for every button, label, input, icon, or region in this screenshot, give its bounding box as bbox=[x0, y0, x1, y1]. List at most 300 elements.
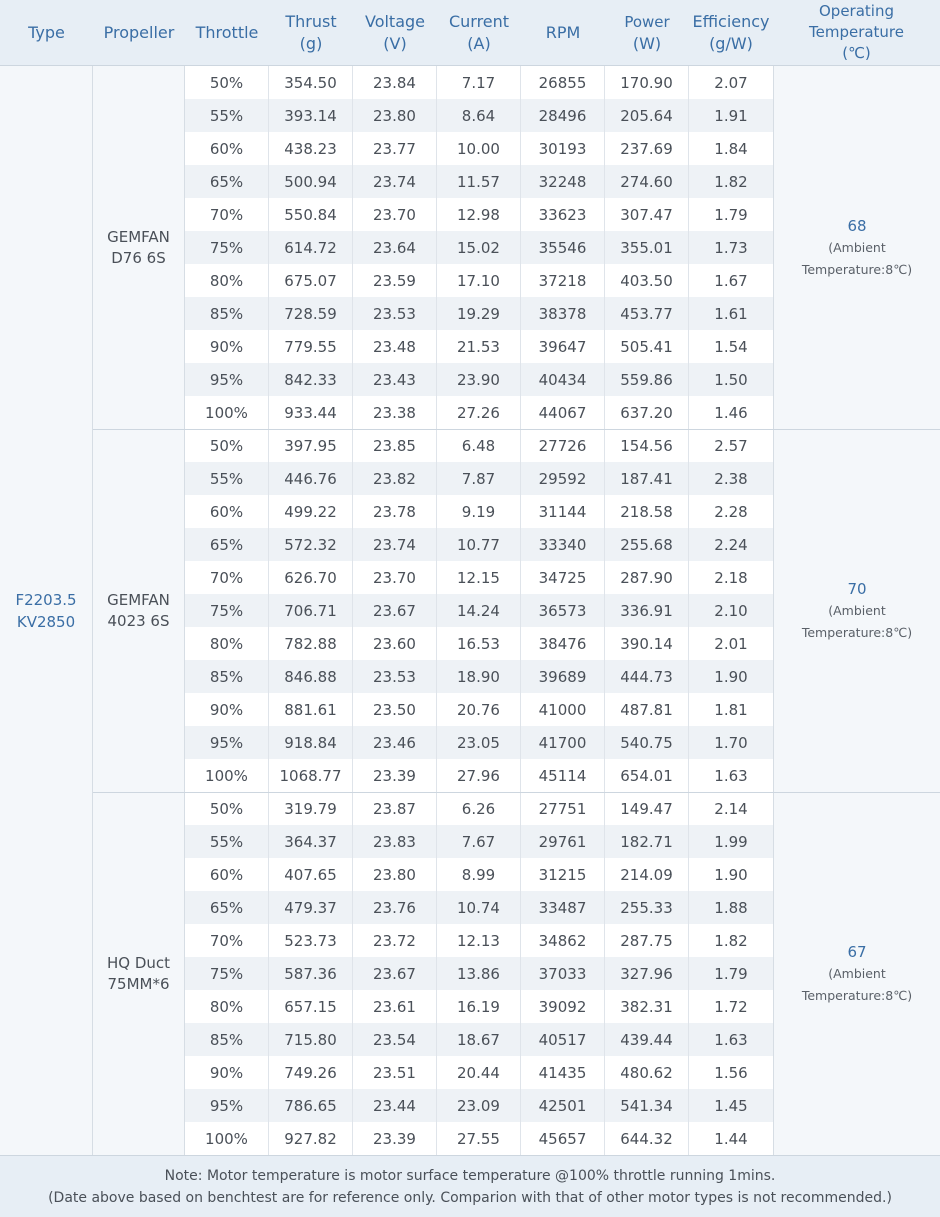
throttle-cell: 75% bbox=[185, 231, 269, 264]
table-row bbox=[185, 495, 774, 528]
power-cell: 505.41 bbox=[605, 330, 689, 363]
table-row bbox=[185, 363, 774, 396]
power-cell: 444.73 bbox=[605, 660, 689, 693]
rpm-cell: 29761 bbox=[521, 825, 605, 858]
throttle-cell: 95% bbox=[185, 726, 269, 759]
thrust-cell: 881.61 bbox=[269, 693, 353, 726]
voltage-cell: 23.87 bbox=[353, 792, 437, 825]
table-row bbox=[185, 132, 774, 165]
table-row bbox=[185, 297, 774, 330]
power-cell: 453.77 bbox=[605, 297, 689, 330]
throttle-cell: 55% bbox=[185, 462, 269, 495]
rpm-cell: 33340 bbox=[521, 528, 605, 561]
table-row bbox=[185, 990, 774, 1023]
efficiency-cell: 2.24 bbox=[689, 528, 774, 561]
current-cell: 6.26 bbox=[437, 792, 521, 825]
voltage-cell: 23.50 bbox=[353, 693, 437, 726]
rpm-cell: 45114 bbox=[521, 759, 605, 792]
voltage-cell: 23.74 bbox=[353, 165, 437, 198]
thrust-cell: 587.36 bbox=[269, 957, 353, 990]
current-cell: 20.44 bbox=[437, 1056, 521, 1089]
thrust-cell: 500.94 bbox=[269, 165, 353, 198]
power-cell: 355.01 bbox=[605, 231, 689, 264]
table-row bbox=[185, 198, 774, 231]
current-cell: 23.09 bbox=[437, 1089, 521, 1122]
header-current: Current (A) bbox=[448, 11, 510, 53]
thrust-cell: 846.88 bbox=[269, 660, 353, 693]
throttle-cell: 55% bbox=[185, 825, 269, 858]
efficiency-cell: 1.90 bbox=[689, 858, 774, 891]
efficiency-cell: 2.28 bbox=[689, 495, 774, 528]
rpm-cell: 45657 bbox=[521, 1122, 605, 1155]
table-row bbox=[185, 1056, 774, 1089]
footer-line-2: (Date above based on benchtest are for reference only. Comparion with that of other motor types is not recommended.) bbox=[48, 1189, 892, 1206]
voltage-cell: 23.44 bbox=[353, 1089, 437, 1122]
efficiency-cell: 2.38 bbox=[689, 462, 774, 495]
current-cell: 7.87 bbox=[437, 462, 521, 495]
table-row bbox=[185, 231, 774, 264]
temperature-note: Temperature:8℃) bbox=[801, 624, 913, 640]
throttle-cell: 80% bbox=[185, 264, 269, 297]
voltage-cell: 23.43 bbox=[353, 363, 437, 396]
current-cell: 27.96 bbox=[437, 759, 521, 792]
current-cell: 10.74 bbox=[437, 891, 521, 924]
thrust-cell: 614.72 bbox=[269, 231, 353, 264]
throttle-cell: 90% bbox=[185, 1056, 269, 1089]
current-cell: 16.19 bbox=[437, 990, 521, 1023]
current-cell: 12.13 bbox=[437, 924, 521, 957]
current-cell: 27.55 bbox=[437, 1122, 521, 1155]
efficiency-cell: 1.79 bbox=[689, 957, 774, 990]
table-row bbox=[185, 165, 774, 198]
throttle-cell: 80% bbox=[185, 990, 269, 1023]
table-row bbox=[185, 99, 774, 132]
power-cell: 182.71 bbox=[605, 825, 689, 858]
rpm-cell: 33623 bbox=[521, 198, 605, 231]
temperature-note: (Ambient bbox=[828, 239, 886, 255]
group-divider bbox=[93, 429, 940, 430]
efficiency-cell: 2.57 bbox=[689, 429, 774, 462]
current-cell: 27.26 bbox=[437, 396, 521, 429]
table-body bbox=[0, 66, 940, 1155]
efficiency-cell: 1.61 bbox=[689, 297, 774, 330]
rpm-cell: 31144 bbox=[521, 495, 605, 528]
thrust-cell: 706.71 bbox=[269, 594, 353, 627]
rpm-cell: 41700 bbox=[521, 726, 605, 759]
power-cell: 287.75 bbox=[605, 924, 689, 957]
rpm-cell: 34725 bbox=[521, 561, 605, 594]
thrust-cell: 550.84 bbox=[269, 198, 353, 231]
voltage-cell: 23.72 bbox=[353, 924, 437, 957]
efficiency-cell: 1.56 bbox=[689, 1056, 774, 1089]
voltage-cell: 23.51 bbox=[353, 1056, 437, 1089]
throttle-cell: 65% bbox=[185, 891, 269, 924]
power-cell: 390.14 bbox=[605, 627, 689, 660]
voltage-cell: 23.80 bbox=[353, 858, 437, 891]
temperature-value: 67 bbox=[847, 942, 867, 961]
throttle-cell: 85% bbox=[185, 297, 269, 330]
current-cell: 12.15 bbox=[437, 561, 521, 594]
rpm-cell: 41000 bbox=[521, 693, 605, 726]
rpm-cell: 34862 bbox=[521, 924, 605, 957]
throttle-cell: 100% bbox=[185, 396, 269, 429]
rpm-cell: 35546 bbox=[521, 231, 605, 264]
table-row bbox=[185, 1122, 774, 1155]
table-row bbox=[185, 759, 774, 792]
propeller-name: HQ Duct 75MM*6 bbox=[93, 792, 185, 1155]
efficiency-cell: 2.10 bbox=[689, 594, 774, 627]
temperature-note: (Ambient bbox=[828, 965, 886, 981]
current-cell: 18.90 bbox=[437, 660, 521, 693]
propeller-group bbox=[93, 66, 940, 429]
header-temperature: Operating Temperature (℃) bbox=[808, 2, 905, 62]
power-cell: 205.64 bbox=[605, 99, 689, 132]
header-type: Type bbox=[28, 22, 65, 42]
header-voltage: Voltage (V) bbox=[364, 11, 425, 53]
table-row bbox=[185, 594, 774, 627]
thrust-cell: 657.15 bbox=[269, 990, 353, 1023]
efficiency-cell: 1.63 bbox=[689, 759, 774, 792]
throttle-cell: 90% bbox=[185, 330, 269, 363]
voltage-cell: 23.39 bbox=[353, 1122, 437, 1155]
current-cell: 20.76 bbox=[437, 693, 521, 726]
throttle-cell: 50% bbox=[185, 66, 269, 99]
table-row bbox=[185, 660, 774, 693]
throttle-cell: 65% bbox=[185, 528, 269, 561]
table-row bbox=[185, 66, 774, 99]
efficiency-cell: 1.50 bbox=[689, 363, 774, 396]
voltage-cell: 23.59 bbox=[353, 264, 437, 297]
current-cell: 12.98 bbox=[437, 198, 521, 231]
table-row bbox=[185, 561, 774, 594]
voltage-cell: 23.46 bbox=[353, 726, 437, 759]
voltage-cell: 23.60 bbox=[353, 627, 437, 660]
efficiency-cell: 1.82 bbox=[689, 165, 774, 198]
current-cell: 23.90 bbox=[437, 363, 521, 396]
throttle-cell: 85% bbox=[185, 1023, 269, 1056]
rpm-cell: 42501 bbox=[521, 1089, 605, 1122]
thrust-cell: 842.33 bbox=[269, 363, 353, 396]
thrust-cell: 407.65 bbox=[269, 858, 353, 891]
table-row bbox=[185, 924, 774, 957]
current-cell: 11.57 bbox=[437, 165, 521, 198]
power-cell: 287.90 bbox=[605, 561, 689, 594]
power-cell: 637.20 bbox=[605, 396, 689, 429]
propeller-group bbox=[93, 429, 940, 792]
current-cell: 23.05 bbox=[437, 726, 521, 759]
header-thrust: Thrust (g) bbox=[285, 11, 337, 53]
throttle-cell: 75% bbox=[185, 957, 269, 990]
thrust-cell: 779.55 bbox=[269, 330, 353, 363]
operating-temperature bbox=[774, 429, 940, 792]
throttle-cell: 50% bbox=[185, 792, 269, 825]
rpm-cell: 27751 bbox=[521, 792, 605, 825]
footer-line-1: Note: Motor temperature is motor surface temperature @100% throttle running 1mins. bbox=[164, 1167, 776, 1184]
power-cell: 336.91 bbox=[605, 594, 689, 627]
table-row bbox=[185, 627, 774, 660]
efficiency-cell: 1.91 bbox=[689, 99, 774, 132]
rpm-cell: 39689 bbox=[521, 660, 605, 693]
efficiency-cell: 2.01 bbox=[689, 627, 774, 660]
rpm-cell: 29592 bbox=[521, 462, 605, 495]
voltage-cell: 23.82 bbox=[353, 462, 437, 495]
voltage-cell: 23.76 bbox=[353, 891, 437, 924]
thrust-cell: 782.88 bbox=[269, 627, 353, 660]
efficiency-cell: 1.84 bbox=[689, 132, 774, 165]
table-row bbox=[185, 891, 774, 924]
header-throttle: Throttle bbox=[195, 22, 259, 42]
power-cell: 540.75 bbox=[605, 726, 689, 759]
current-cell: 14.24 bbox=[437, 594, 521, 627]
efficiency-cell: 1.79 bbox=[689, 198, 774, 231]
motor-type: F2203.5 KV2850 bbox=[0, 66, 93, 1155]
current-cell: 19.29 bbox=[437, 297, 521, 330]
current-cell: 8.99 bbox=[437, 858, 521, 891]
power-cell: 187.41 bbox=[605, 462, 689, 495]
voltage-cell: 23.53 bbox=[353, 297, 437, 330]
current-cell: 9.19 bbox=[437, 495, 521, 528]
rpm-cell: 28496 bbox=[521, 99, 605, 132]
rpm-cell: 37218 bbox=[521, 264, 605, 297]
efficiency-cell: 1.88 bbox=[689, 891, 774, 924]
voltage-cell: 23.48 bbox=[353, 330, 437, 363]
thrust-cell: 749.26 bbox=[269, 1056, 353, 1089]
thrust-cell: 523.73 bbox=[269, 924, 353, 957]
table-row bbox=[185, 792, 774, 825]
throttle-cell: 50% bbox=[185, 429, 269, 462]
propeller-name: GEMFAN D76 6S bbox=[93, 66, 185, 429]
throttle-cell: 75% bbox=[185, 594, 269, 627]
efficiency-cell: 1.90 bbox=[689, 660, 774, 693]
operating-temperature bbox=[774, 792, 940, 1155]
table-row bbox=[185, 957, 774, 990]
power-cell: 170.90 bbox=[605, 66, 689, 99]
current-cell: 7.17 bbox=[437, 66, 521, 99]
header-power: Power (W) bbox=[624, 12, 670, 53]
efficiency-cell: 1.46 bbox=[689, 396, 774, 429]
power-cell: 237.69 bbox=[605, 132, 689, 165]
current-cell: 18.67 bbox=[437, 1023, 521, 1056]
thrust-cell: 499.22 bbox=[269, 495, 353, 528]
throttle-cell: 55% bbox=[185, 99, 269, 132]
throttle-cell: 100% bbox=[185, 1122, 269, 1155]
efficiency-cell: 1.63 bbox=[689, 1023, 774, 1056]
throttle-cell: 60% bbox=[185, 858, 269, 891]
efficiency-cell: 1.67 bbox=[689, 264, 774, 297]
efficiency-cell: 1.99 bbox=[689, 825, 774, 858]
efficiency-cell: 2.07 bbox=[689, 66, 774, 99]
rpm-cell: 39092 bbox=[521, 990, 605, 1023]
power-cell: 214.09 bbox=[605, 858, 689, 891]
throttle-cell: 60% bbox=[185, 495, 269, 528]
throttle-cell: 70% bbox=[185, 561, 269, 594]
power-cell: 255.33 bbox=[605, 891, 689, 924]
power-cell: 644.32 bbox=[605, 1122, 689, 1155]
thrust-cell: 1068.77 bbox=[269, 759, 353, 792]
voltage-cell: 23.38 bbox=[353, 396, 437, 429]
temperature-value: 68 bbox=[847, 216, 867, 235]
power-cell: 307.47 bbox=[605, 198, 689, 231]
efficiency-cell: 1.81 bbox=[689, 693, 774, 726]
rpm-cell: 33487 bbox=[521, 891, 605, 924]
voltage-cell: 23.54 bbox=[353, 1023, 437, 1056]
table-row bbox=[185, 528, 774, 561]
current-cell: 21.53 bbox=[437, 330, 521, 363]
rpm-cell: 36573 bbox=[521, 594, 605, 627]
thrust-cell: 728.59 bbox=[269, 297, 353, 330]
thrust-cell: 354.50 bbox=[269, 66, 353, 99]
power-cell: 218.58 bbox=[605, 495, 689, 528]
temperature-note: Temperature:8℃) bbox=[801, 987, 913, 1003]
throttle-cell: 100% bbox=[185, 759, 269, 792]
power-cell: 274.60 bbox=[605, 165, 689, 198]
table-row bbox=[185, 693, 774, 726]
power-cell: 541.34 bbox=[605, 1089, 689, 1122]
rpm-cell: 40517 bbox=[521, 1023, 605, 1056]
thrust-cell: 438.23 bbox=[269, 132, 353, 165]
footer-note bbox=[0, 1155, 940, 1217]
thrust-cell: 675.07 bbox=[269, 264, 353, 297]
efficiency-cell: 1.82 bbox=[689, 924, 774, 957]
efficiency-cell: 1.54 bbox=[689, 330, 774, 363]
header-efficiency: Efficiency (g/W) bbox=[692, 11, 770, 53]
current-cell: 17.10 bbox=[437, 264, 521, 297]
efficiency-cell: 2.18 bbox=[689, 561, 774, 594]
efficiency-cell: 2.14 bbox=[689, 792, 774, 825]
throttle-cell: 95% bbox=[185, 363, 269, 396]
rpm-cell: 37033 bbox=[521, 957, 605, 990]
power-cell: 382.31 bbox=[605, 990, 689, 1023]
rpm-cell: 32248 bbox=[521, 165, 605, 198]
rpm-cell: 30193 bbox=[521, 132, 605, 165]
table-row bbox=[185, 330, 774, 363]
voltage-cell: 23.70 bbox=[353, 198, 437, 231]
power-cell: 154.56 bbox=[605, 429, 689, 462]
rpm-cell: 26855 bbox=[521, 66, 605, 99]
power-cell: 327.96 bbox=[605, 957, 689, 990]
temperature-note: (Ambient bbox=[828, 602, 886, 618]
header-rpm: RPM bbox=[545, 22, 581, 42]
current-cell: 15.02 bbox=[437, 231, 521, 264]
voltage-cell: 23.64 bbox=[353, 231, 437, 264]
current-cell: 7.67 bbox=[437, 825, 521, 858]
group-divider bbox=[93, 792, 940, 793]
throttle-cell: 60% bbox=[185, 132, 269, 165]
thrust-cell: 319.79 bbox=[269, 792, 353, 825]
rpm-cell: 44067 bbox=[521, 396, 605, 429]
thrust-cell: 393.14 bbox=[269, 99, 353, 132]
table-header bbox=[0, 0, 940, 66]
current-cell: 10.77 bbox=[437, 528, 521, 561]
efficiency-cell: 1.45 bbox=[689, 1089, 774, 1122]
table-row bbox=[185, 726, 774, 759]
throttle-cell: 85% bbox=[185, 660, 269, 693]
voltage-cell: 23.80 bbox=[353, 99, 437, 132]
table-row bbox=[185, 462, 774, 495]
throttle-cell: 70% bbox=[185, 924, 269, 957]
current-cell: 6.48 bbox=[437, 429, 521, 462]
throttle-cell: 90% bbox=[185, 693, 269, 726]
voltage-cell: 23.77 bbox=[353, 132, 437, 165]
current-cell: 13.86 bbox=[437, 957, 521, 990]
thrust-cell: 446.76 bbox=[269, 462, 353, 495]
voltage-cell: 23.67 bbox=[353, 594, 437, 627]
throttle-cell: 65% bbox=[185, 165, 269, 198]
propeller-group bbox=[93, 792, 940, 1155]
power-cell: 403.50 bbox=[605, 264, 689, 297]
power-cell: 439.44 bbox=[605, 1023, 689, 1056]
voltage-cell: 23.67 bbox=[353, 957, 437, 990]
rpm-cell: 40434 bbox=[521, 363, 605, 396]
voltage-cell: 23.83 bbox=[353, 825, 437, 858]
table-row bbox=[185, 264, 774, 297]
thrust-cell: 933.44 bbox=[269, 396, 353, 429]
table-row bbox=[185, 858, 774, 891]
power-cell: 149.47 bbox=[605, 792, 689, 825]
rpm-cell: 39647 bbox=[521, 330, 605, 363]
voltage-cell: 23.61 bbox=[353, 990, 437, 1023]
thrust-cell: 715.80 bbox=[269, 1023, 353, 1056]
thrust-cell: 364.37 bbox=[269, 825, 353, 858]
throttle-cell: 95% bbox=[185, 1089, 269, 1122]
thrust-cell: 626.70 bbox=[269, 561, 353, 594]
table-row bbox=[185, 429, 774, 462]
efficiency-cell: 1.70 bbox=[689, 726, 774, 759]
propeller-name: GEMFAN 4023 6S bbox=[93, 429, 185, 792]
thrust-cell: 572.32 bbox=[269, 528, 353, 561]
voltage-cell: 23.78 bbox=[353, 495, 437, 528]
current-cell: 8.64 bbox=[437, 99, 521, 132]
voltage-cell: 23.74 bbox=[353, 528, 437, 561]
power-cell: 255.68 bbox=[605, 528, 689, 561]
thrust-cell: 918.84 bbox=[269, 726, 353, 759]
rpm-cell: 38378 bbox=[521, 297, 605, 330]
rpm-cell: 27726 bbox=[521, 429, 605, 462]
voltage-cell: 23.85 bbox=[353, 429, 437, 462]
power-cell: 654.01 bbox=[605, 759, 689, 792]
voltage-cell: 23.53 bbox=[353, 660, 437, 693]
thrust-cell: 479.37 bbox=[269, 891, 353, 924]
table-row bbox=[185, 396, 774, 429]
table-row bbox=[185, 1023, 774, 1056]
efficiency-cell: 1.44 bbox=[689, 1122, 774, 1155]
voltage-cell: 23.84 bbox=[353, 66, 437, 99]
efficiency-cell: 1.72 bbox=[689, 990, 774, 1023]
thrust-cell: 397.95 bbox=[269, 429, 353, 462]
throttle-cell: 70% bbox=[185, 198, 269, 231]
operating-temperature bbox=[774, 66, 940, 429]
table-row bbox=[185, 825, 774, 858]
throttle-cell: 80% bbox=[185, 627, 269, 660]
rpm-cell: 38476 bbox=[521, 627, 605, 660]
voltage-cell: 23.39 bbox=[353, 759, 437, 792]
thrust-cell: 786.65 bbox=[269, 1089, 353, 1122]
power-cell: 559.86 bbox=[605, 363, 689, 396]
power-cell: 480.62 bbox=[605, 1056, 689, 1089]
temperature-note: Temperature:8℃) bbox=[801, 261, 913, 277]
header-propeller: Propeller bbox=[103, 22, 175, 42]
power-cell: 487.81 bbox=[605, 693, 689, 726]
thrust-cell: 927.82 bbox=[269, 1122, 353, 1155]
rpm-cell: 31215 bbox=[521, 858, 605, 891]
efficiency-cell: 1.73 bbox=[689, 231, 774, 264]
table-row bbox=[185, 1089, 774, 1122]
temperature-value: 70 bbox=[847, 579, 867, 598]
rpm-cell: 41435 bbox=[521, 1056, 605, 1089]
current-cell: 16.53 bbox=[437, 627, 521, 660]
current-cell: 10.00 bbox=[437, 132, 521, 165]
voltage-cell: 23.70 bbox=[353, 561, 437, 594]
